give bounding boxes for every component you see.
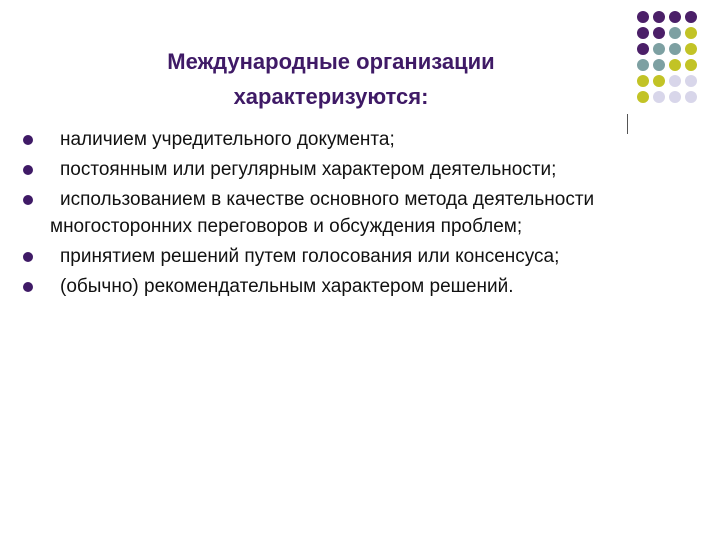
bullet-dot-icon <box>23 252 33 262</box>
bullet-item <box>0 126 700 153</box>
decorative-dot <box>685 27 697 39</box>
bullet-item <box>0 186 700 240</box>
decorative-dot <box>653 11 665 23</box>
bullet-dot-icon <box>23 135 33 145</box>
decorative-dot <box>685 11 697 23</box>
decorative-dot <box>685 43 697 55</box>
decorative-dot <box>669 43 681 55</box>
bullet-dot-icon <box>23 195 33 205</box>
decorative-dot <box>637 43 649 55</box>
decorative-dot <box>637 59 649 71</box>
decorative-dot <box>637 91 649 103</box>
decorative-dot <box>653 59 665 71</box>
decorative-dot-grid <box>637 11 717 111</box>
bullet-text: принятием решений путем голосования или консенсуса; <box>60 246 560 267</box>
decorative-dot <box>653 27 665 39</box>
decorative-dot <box>637 75 649 87</box>
bullet-list <box>0 126 700 303</box>
slide-title-line-2: характеризуются: <box>233 84 429 109</box>
bullet-dot-icon <box>23 282 33 292</box>
bullet-text: (обычно) рекомендательным характером решений. <box>60 276 514 297</box>
decorative-dot <box>669 91 681 103</box>
bullet-dot-icon <box>23 165 33 175</box>
slide-title-line-1: Международные организации <box>167 49 495 74</box>
decorative-dot <box>685 59 697 71</box>
bullet-text: использованием в качестве основного метода деятельности многосторонних переговоров и обсуждения проблем; <box>50 189 595 237</box>
bullet-item <box>0 273 700 300</box>
slide-title <box>96 44 566 114</box>
decorative-dot <box>653 75 665 87</box>
bullet-text: наличием учредительного документа; <box>60 129 395 150</box>
decorative-dot <box>653 91 665 103</box>
decorative-dot <box>669 11 681 23</box>
decorative-dot <box>669 27 681 39</box>
decorative-dot <box>637 27 649 39</box>
decorative-dot <box>669 75 681 87</box>
bullet-item <box>0 156 700 183</box>
decorative-dot <box>685 75 697 87</box>
bullet-text: постоянным или регулярным характером деятельности; <box>60 159 557 180</box>
decorative-dot <box>653 43 665 55</box>
decorative-dot <box>637 11 649 23</box>
decorative-dot <box>669 59 681 71</box>
decorative-dot <box>685 91 697 103</box>
bullet-item <box>0 243 700 270</box>
